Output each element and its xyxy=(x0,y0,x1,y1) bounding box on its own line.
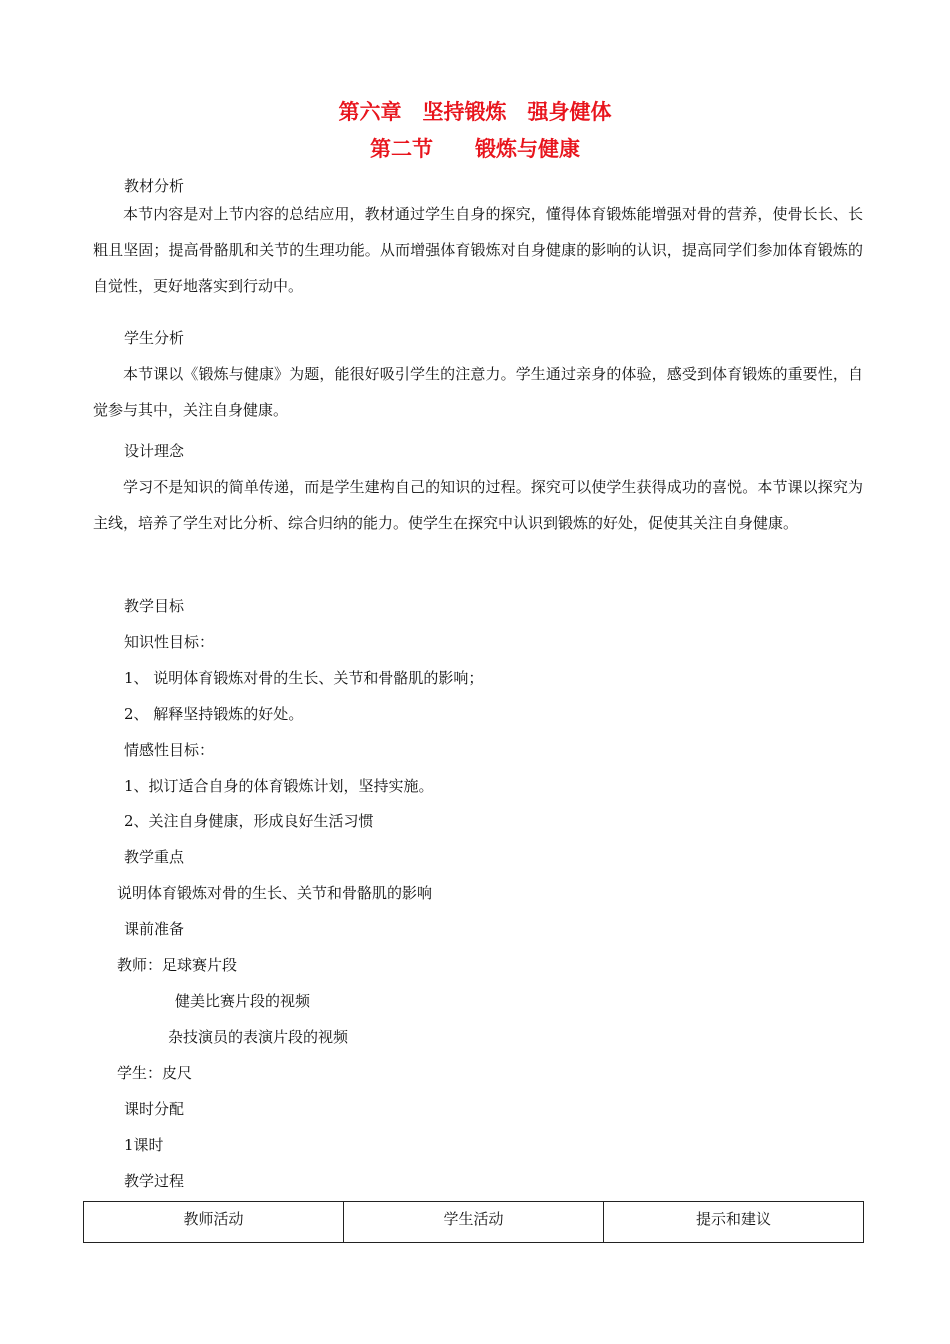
knowledge-goals-heading: 知识性目标： xyxy=(124,633,215,651)
teaching-goals-heading: 教学目标 xyxy=(124,597,185,615)
teaching-process-table xyxy=(83,1201,864,1243)
preparation-heading: 课前准备 xyxy=(124,920,185,938)
key-point-body: 说明体育锻炼对骨的生长、关节和骨骼肌的影响 xyxy=(117,884,433,902)
teacher-preparation: 教师：足球赛片段 xyxy=(117,956,238,974)
emotion-goal-item: 1、拟订适合自身的体育锻炼计划，坚持实施。 xyxy=(124,777,434,795)
process-heading: 教学过程 xyxy=(124,1172,185,1190)
chapter-title: 第六章 坚持锻炼 强身健体 xyxy=(338,100,612,124)
teacher-preparation-item: 健美比赛片段的视频 xyxy=(175,992,311,1010)
emotion-goals-heading: 情感性目标： xyxy=(124,741,215,759)
section-title: 第二节 锻炼与健康 xyxy=(370,137,580,161)
material-analysis-heading: 教材分析 xyxy=(124,177,185,195)
schedule-body: 1课时 xyxy=(124,1136,164,1154)
student-analysis-heading: 学生分析 xyxy=(124,329,185,347)
design-concept-heading: 设计理念 xyxy=(124,442,185,460)
teacher-preparation-item: 杂技演员的表演片段的视频 xyxy=(168,1028,349,1046)
table-row xyxy=(84,1202,864,1243)
emotion-goal-item: 2、关注自身健康，形成良好生活习惯 xyxy=(124,812,374,830)
design-concept-body: 学习不是知识的简单传递，而是学生建构自己的知识的过程。探究可以使学生获得成功的喜悦。本节课以探究为主线，培养了学生对比分析、综合归纳的能力。使学生在探究中认识到锻炼的好处，促使其关注自身健康。 xyxy=(93,478,863,532)
knowledge-goal-item: 1、 说明体育锻炼对骨的生长、关节和骨骼肌的影响； xyxy=(124,669,484,687)
table-header-student-activity: 学生活动 xyxy=(344,1202,604,1243)
table-header-teacher-activity: 教师活动 xyxy=(84,1202,344,1243)
key-point-heading: 教学重点 xyxy=(124,848,185,866)
schedule-heading: 课时分配 xyxy=(124,1100,185,1118)
table-header-tips: 提示和建议 xyxy=(604,1202,864,1243)
knowledge-goal-item: 2、 解释坚持锻炼的好处。 xyxy=(124,705,304,723)
student-preparation: 学生：皮尺 xyxy=(117,1064,193,1082)
student-analysis-body: 本节课以《锻炼与健康》为题，能很好吸引学生的注意力。学生通过亲身的体验，感受到体育锻炼的重要性，自觉参与其中，关注自身健康。 xyxy=(93,365,863,419)
material-analysis-body: 本节内容是对上节内容的总结应用，教材通过学生自身的探究，懂得体育锻炼能增强对骨的营养，使骨长长、长粗且坚固；提高骨骼肌和关节的生理功能。从而增强体育锻炼对自身健康的影响的认识，提高同学们参加体育锻炼的自觉性，更好地落实到行动中。 xyxy=(93,205,863,295)
